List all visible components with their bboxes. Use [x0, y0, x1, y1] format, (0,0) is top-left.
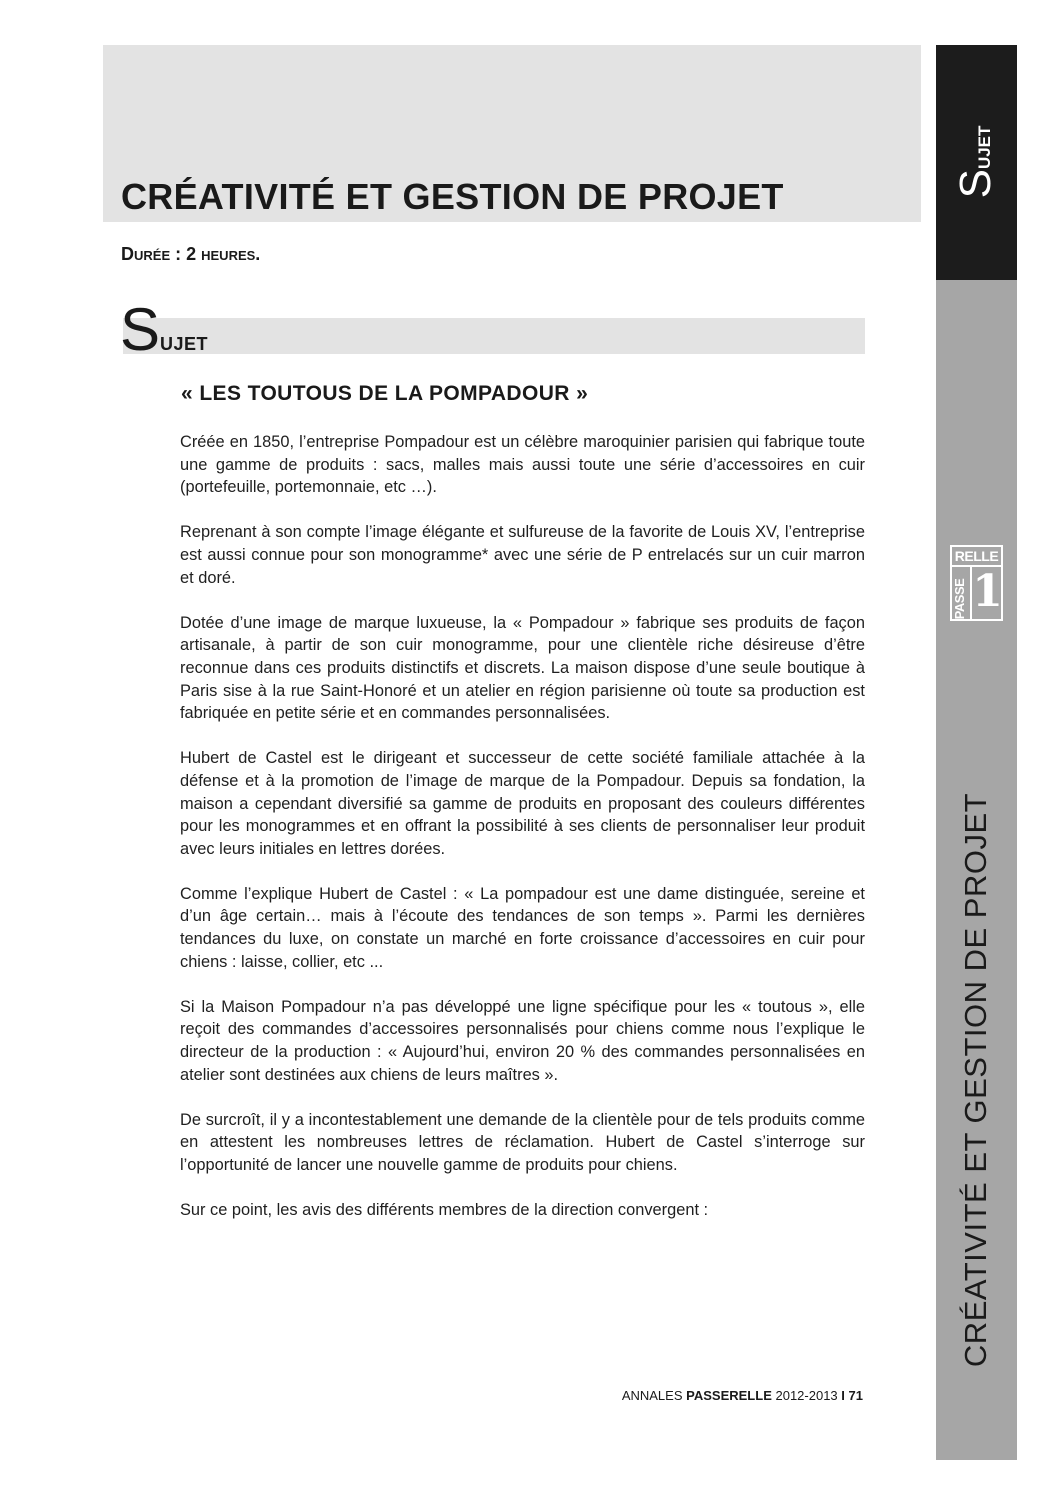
footer-separator: I: [841, 1388, 845, 1403]
paragraph: Reprenant à son compte l’image élégante et sulfureuse de la favorite de Louis XV, l’entreprise est aussi connue pour son monogramme* avec une série de P entrelacés sur un cuir marron et doré.: [180, 523, 865, 587]
section-bar: [123, 318, 865, 354]
case-body: [180, 431, 865, 1244]
footer-years: 2012-2013: [775, 1388, 838, 1403]
logo-side-text: PASSE: [952, 578, 967, 620]
paragraph: Sur ce point, les avis des différents membres de la direction convergent :: [180, 1201, 709, 1220]
page-number: 71: [848, 1388, 863, 1403]
footer-annales: ANNALES: [621, 1388, 683, 1403]
sidebar-tab-rest: ujet: [969, 125, 996, 170]
logo-number: 1: [970, 565, 1003, 619]
passerelle-logo: [950, 545, 1003, 621]
case-title: « LES TOUTOUS DE LA POMPADOUR »: [181, 382, 589, 405]
paragraph: Créée en 1850, l’entreprise Pompadour est un célèbre maroquinier parisien qui fabrique toute une gamme de produits : sacs, malles mais aussi toute une série d’accessoires en cuir (portefeuille, portemonnaie, etc …).: [180, 433, 865, 497]
paragraph: De surcroît, il y a incontestablement une demande de la clientèle pour de tels produits comme en attestent les nombreuses lettres de réclamation. Hubert de Castel s’interroge sur l’opportunité de lancer une nouvelle gamme de produits pour chiens.: [180, 1110, 865, 1174]
sidebar-tab-initial: S: [951, 169, 1000, 199]
footer-brand: PASSERELLE: [686, 1388, 772, 1403]
sidebar-tab-label: [951, 125, 1000, 199]
section-heading-rest: ujet: [160, 326, 209, 356]
paragraph: Dotée d’une image de marque luxueuse, la « Pompadour » fabrique ses produits de façon artisanale, à partir de son cuir monogramme, pour une clientèle riche désireuse d’être reconnue dans ces produits distinctifs et discrets. La maison dispose d’une seule boutique à Paris sise à la rue Saint-Honoré et un atelier en région parisienne où toute sa production est fabriquée en petite série et en commandes personnalisées.: [180, 613, 865, 723]
sidebar-section-label: CRÉATIVITÉ ET GESTION DE PROJET: [958, 792, 993, 1368]
section-heading: [120, 296, 209, 363]
logo-top-text: RELLE: [952, 547, 1001, 567]
paragraph: Comme l’explique Hubert de Castel : « La pompadour est une dame distinguée, sereine et d’un âge certain… mais à l’écoute des tendances de son temps ». Parmi les dernières tendances du luxe, on constate un marché en forte croissance d’accessoires en cuir pour chiens : laisse, collier, etc ...: [180, 884, 865, 971]
duration-label: Durée : 2 heures.: [121, 244, 261, 264]
page-footer: [622, 1388, 863, 1403]
paragraph: Hubert de Castel est le dirigeant et successeur de cette société familiale attachée à la défense et à la promotion de l’image de marque de la Pompadour. Depuis sa fondation, la maison a cependant diversifié sa gamme de produits en proposant des couleurs différentes pour les monogrammes et en offrant la possibilité à ses clients de personnaliser leur produit avec leurs initiales en lettres dorées.: [180, 749, 865, 858]
page-title: CRÉATIVITÉ ET GESTION DE PROJET: [121, 176, 784, 217]
section-heading-initial: S: [120, 296, 161, 363]
paragraph: Si la Maison Pompadour n’a pas développé une ligne spécifique pour les « toutous », elle reçoit des commandes d’accessoires personnalisés pour chiens comme nous l’explique le directeur de la production : « Aujourd’hui, environ 20 % des commandes personnalisées en atelier sont destinées aux chiens de leurs maîtres ».: [180, 997, 865, 1084]
